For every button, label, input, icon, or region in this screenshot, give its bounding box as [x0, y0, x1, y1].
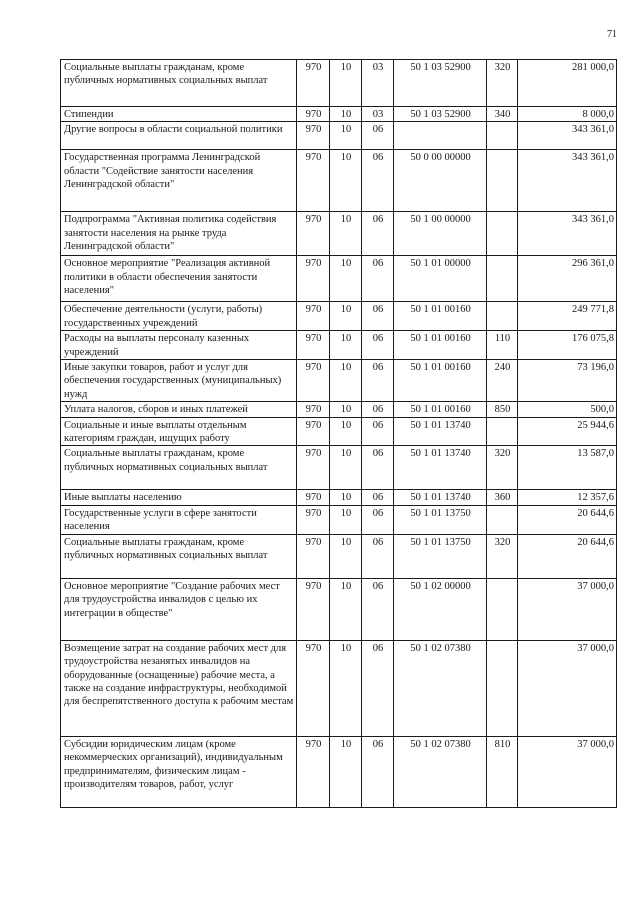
subsection-code: 06	[362, 446, 394, 490]
amount: 296 361,0	[518, 256, 617, 302]
ministry-code: 970	[297, 402, 330, 417]
expense-type	[487, 578, 518, 640]
row-name: Социальные и иные выплаты отдельным категориям граждан, ищущих работу	[61, 417, 297, 446]
section-code: 10	[330, 256, 362, 302]
ministry-code: 970	[297, 446, 330, 490]
target-article: 50 1 01 13740	[394, 446, 487, 490]
target-article: 50 1 01 00160	[394, 331, 487, 360]
target-article: 50 1 02 00000	[394, 578, 487, 640]
budget-table	[60, 59, 617, 808]
amount: 281 000,0	[518, 60, 617, 107]
expense-type: 320	[487, 534, 518, 578]
section-code: 10	[330, 302, 362, 331]
row-name: Государственная программа Ленинградской области "Содействие занятости населения Ленинградской области"	[61, 150, 297, 212]
table-row	[61, 736, 617, 807]
target-article: 50 1 01 13750	[394, 534, 487, 578]
ministry-code: 970	[297, 302, 330, 331]
table-row	[61, 150, 617, 212]
expense-type: 850	[487, 402, 518, 417]
table-row	[61, 331, 617, 360]
subsection-code: 06	[362, 256, 394, 302]
target-article: 50 1 02 07380	[394, 736, 487, 807]
target-article	[394, 122, 487, 150]
ministry-code: 970	[297, 736, 330, 807]
subsection-code: 06	[362, 402, 394, 417]
amount: 500,0	[518, 402, 617, 417]
table-row	[61, 490, 617, 505]
subsection-code: 06	[362, 640, 394, 736]
row-name: Другие вопросы в области социальной политики	[61, 122, 297, 150]
subsection-code: 06	[362, 212, 394, 256]
expense-type: 240	[487, 360, 518, 402]
table-row	[61, 302, 617, 331]
expense-type	[487, 640, 518, 736]
subsection-code: 06	[362, 150, 394, 212]
ministry-code: 970	[297, 331, 330, 360]
row-name: Возмещение затрат на создание рабочих мест для трудоустройства незанятых инвалидов на оборудованные (оснащенные) рабочие места, а также на создание инфраструктуры, необходимой для беспрепятственного доступа к рабочим местам	[61, 640, 297, 736]
row-name: Обеспечение деятельности (услуги, работы) государственных учреждений	[61, 302, 297, 331]
budget-table-body	[61, 60, 617, 808]
table-row	[61, 505, 617, 534]
ministry-code: 970	[297, 534, 330, 578]
expense-type: 360	[487, 490, 518, 505]
amount: 176 075,8	[518, 331, 617, 360]
ministry-code: 970	[297, 212, 330, 256]
table-row	[61, 446, 617, 490]
section-code: 10	[330, 640, 362, 736]
amount: 73 196,0	[518, 360, 617, 402]
amount: 37 000,0	[518, 578, 617, 640]
subsection-code: 06	[362, 736, 394, 807]
section-code: 10	[330, 122, 362, 150]
table-row	[61, 122, 617, 150]
ministry-code: 970	[297, 360, 330, 402]
ministry-code: 970	[297, 578, 330, 640]
amount: 8 000,0	[518, 107, 617, 122]
amount: 249 771,8	[518, 302, 617, 331]
ministry-code: 970	[297, 256, 330, 302]
table-row	[61, 107, 617, 122]
row-name: Основное мероприятие "Создание рабочих мест для трудоустройства инвалидов с целью их интеграции в обществе"	[61, 578, 297, 640]
subsection-code: 06	[362, 417, 394, 446]
expense-type	[487, 212, 518, 256]
expense-type	[487, 150, 518, 212]
table-row	[61, 417, 617, 446]
section-code: 10	[330, 490, 362, 505]
subsection-code: 06	[362, 534, 394, 578]
target-article: 50 1 01 00160	[394, 402, 487, 417]
row-name: Субсидии юридическим лицам (кроме некоммерческих организаций), индивидуальным предпринимателям, физическим лицам - производителям товаров, работ, услуг	[61, 736, 297, 807]
subsection-code: 06	[362, 302, 394, 331]
target-article: 50 0 00 00000	[394, 150, 487, 212]
row-name: Уплата налогов, сборов и иных платежей	[61, 402, 297, 417]
ministry-code: 970	[297, 107, 330, 122]
table-row	[61, 60, 617, 107]
table-row	[61, 212, 617, 256]
target-article: 50 1 00 00000	[394, 212, 487, 256]
row-name: Расходы на выплаты персоналу казенных учреждений	[61, 331, 297, 360]
table-row	[61, 578, 617, 640]
expense-type: 320	[487, 60, 518, 107]
amount: 12 357,6	[518, 490, 617, 505]
section-code: 10	[330, 212, 362, 256]
ministry-code: 970	[297, 505, 330, 534]
ministry-code: 970	[297, 60, 330, 107]
subsection-code: 06	[362, 331, 394, 360]
ministry-code: 970	[297, 490, 330, 505]
section-code: 10	[330, 534, 362, 578]
table-row	[61, 534, 617, 578]
row-name: Социальные выплаты гражданам, кроме публичных нормативных социальных выплат	[61, 60, 297, 107]
subsection-code: 06	[362, 122, 394, 150]
section-code: 10	[330, 417, 362, 446]
row-name: Подпрограмма "Активная политика содействия занятости населения на рынке труда Ленинградской области"	[61, 212, 297, 256]
amount: 343 361,0	[518, 122, 617, 150]
page-number: 71	[607, 29, 617, 40]
target-article: 50 1 01 13740	[394, 417, 487, 446]
amount: 13 587,0	[518, 446, 617, 490]
target-article: 50 1 01 00160	[394, 302, 487, 331]
expense-type: 320	[487, 446, 518, 490]
amount: 343 361,0	[518, 150, 617, 212]
table-row	[61, 640, 617, 736]
row-name: Иные выплаты населению	[61, 490, 297, 505]
section-code: 10	[330, 736, 362, 807]
target-article: 50 1 03 52900	[394, 107, 487, 122]
target-article: 50 1 02 07380	[394, 640, 487, 736]
expense-type	[487, 302, 518, 331]
target-article: 50 1 01 13740	[394, 490, 487, 505]
row-name: Социальные выплаты гражданам, кроме публичных нормативных социальных выплат	[61, 446, 297, 490]
expense-type	[487, 417, 518, 446]
section-code: 10	[330, 446, 362, 490]
section-code: 10	[330, 360, 362, 402]
section-code: 10	[330, 505, 362, 534]
row-name: Стипендии	[61, 107, 297, 122]
row-name: Основное мероприятие "Реализация активной политики в области обеспечения занятости населения"	[61, 256, 297, 302]
section-code: 10	[330, 402, 362, 417]
target-article: 50 1 03 52900	[394, 60, 487, 107]
amount: 37 000,0	[518, 640, 617, 736]
target-article: 50 1 01 00160	[394, 360, 487, 402]
subsection-code: 06	[362, 505, 394, 534]
amount: 25 944,6	[518, 417, 617, 446]
subsection-code: 06	[362, 490, 394, 505]
section-code: 10	[330, 60, 362, 107]
amount: 20 644,6	[518, 534, 617, 578]
ministry-code: 970	[297, 640, 330, 736]
subsection-code: 06	[362, 578, 394, 640]
row-name: Иные закупки товаров, работ и услуг для обеспечения государственных (муниципальных) нужд	[61, 360, 297, 402]
table-row	[61, 360, 617, 402]
table-row	[61, 256, 617, 302]
section-code: 10	[330, 578, 362, 640]
amount: 343 361,0	[518, 212, 617, 256]
expense-type	[487, 505, 518, 534]
expense-type: 810	[487, 736, 518, 807]
amount: 37 000,0	[518, 736, 617, 807]
ministry-code: 970	[297, 150, 330, 212]
section-code: 10	[330, 107, 362, 122]
row-name: Социальные выплаты гражданам, кроме публичных нормативных социальных выплат	[61, 534, 297, 578]
expense-type: 110	[487, 331, 518, 360]
table-row	[61, 402, 617, 417]
row-name: Государственные услуги в сфере занятости населения	[61, 505, 297, 534]
ministry-code: 970	[297, 417, 330, 446]
target-article: 50 1 01 13750	[394, 505, 487, 534]
section-code: 10	[330, 331, 362, 360]
target-article: 50 1 01 00000	[394, 256, 487, 302]
expense-type	[487, 122, 518, 150]
subsection-code: 03	[362, 60, 394, 107]
section-code: 10	[330, 150, 362, 212]
ministry-code: 970	[297, 122, 330, 150]
amount: 20 644,6	[518, 505, 617, 534]
subsection-code: 03	[362, 107, 394, 122]
expense-type	[487, 256, 518, 302]
expense-type: 340	[487, 107, 518, 122]
subsection-code: 06	[362, 360, 394, 402]
